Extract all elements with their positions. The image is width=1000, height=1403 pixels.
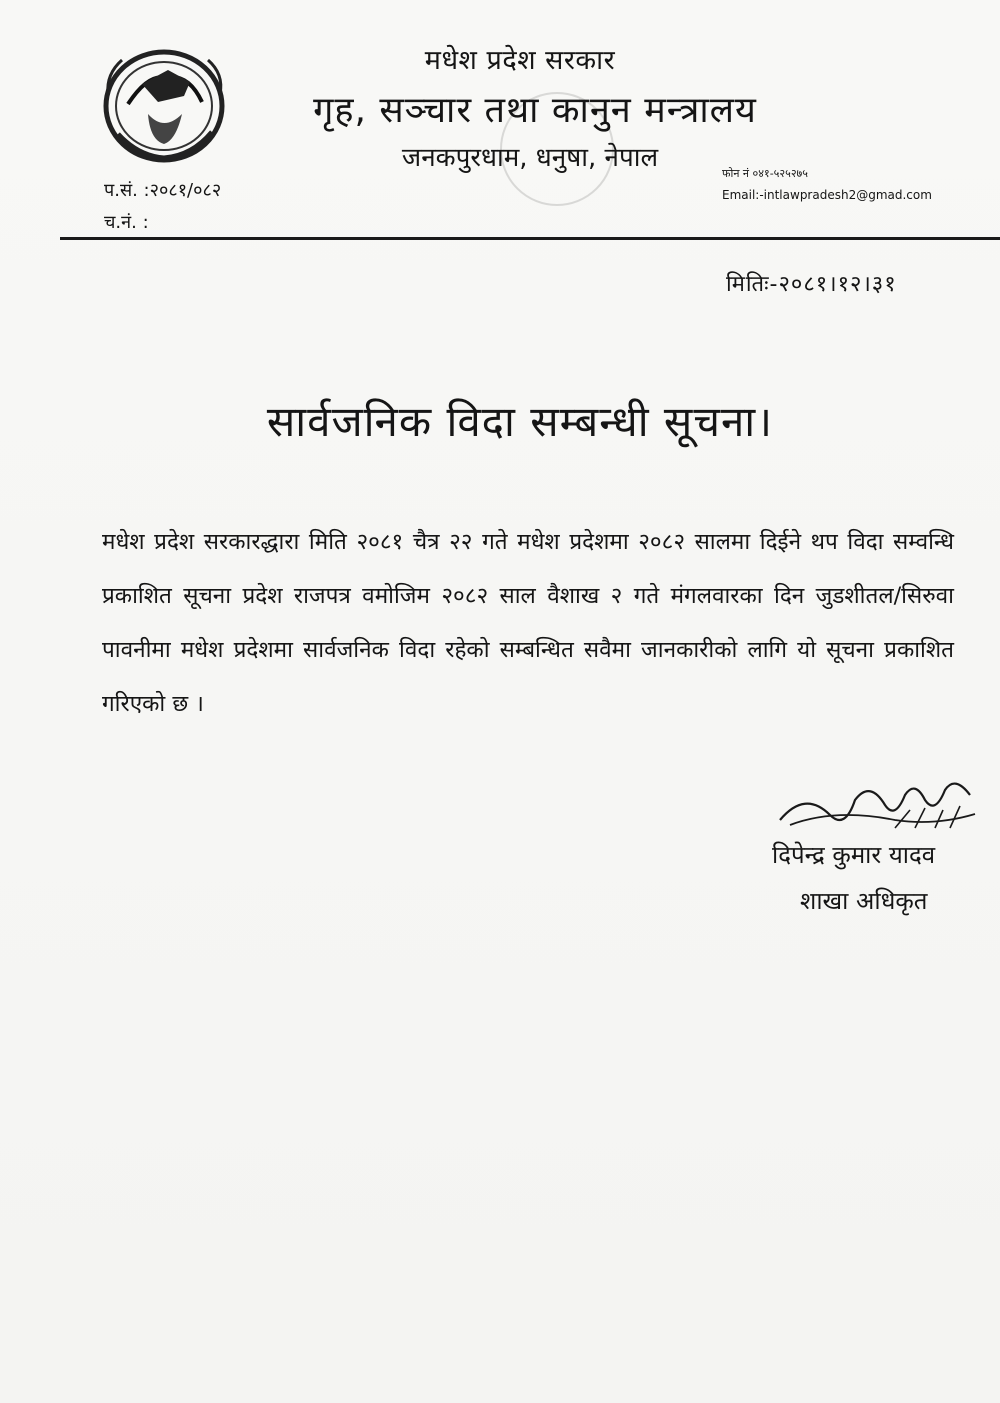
notice-body-main: मधेश प्रदेश सरकारद्धारा मिति २०८१ चैत्र २२ गते मधेश प्रदेशमा २०८२ सालमा दिईने थप विदा सम्वन्धि प्रकाशित सूचना प्रदेश राजपत्र वमोजिम २०८२ साल वैशाख २ गते मंगलवारका दिन जुडशीतल/सिरुवा पावनीमा मधेश प्रदेशमा सार्वजनिक विदा रहेको सम्बन्धित सवैमा जानकारीको लागि यो सूचना प्रकाशित [102, 529, 954, 663]
ministry-name: गृह, सञ्चार तथा कानुन मन्त्रालय [313, 90, 757, 131]
handwritten-signature [775, 770, 980, 840]
notice-title: सार्वजनिक विदा सम्बन्धी सूचना। [266, 397, 774, 446]
phone-number: फोन नं ०४१-५२५२७५ [722, 167, 808, 180]
signatory-designation: शाखा अधिकृत [800, 887, 928, 915]
signatory-name: दिपेन्द्र कुमार यादव [772, 841, 936, 869]
notice-body-last-line: गरिएको छ । [102, 691, 204, 717]
notice-date: मितिः-२०८१।१२।३१ [726, 272, 897, 297]
government-name: मधेश प्रदेश सरकार [424, 45, 616, 76]
dispatch-number: च.नं. : [104, 212, 149, 233]
office-location: जनकपुरधाम, धनुषा, नेपाल [401, 143, 659, 173]
nepal-emblem-icon [98, 44, 230, 166]
notice-body [102, 515, 954, 731]
header-divider [60, 237, 1000, 240]
email-address: Email:-intlawpradesh2@gmad.com [722, 188, 932, 202]
reference-number: प.सं. :२०८१/०८२ [104, 180, 222, 201]
